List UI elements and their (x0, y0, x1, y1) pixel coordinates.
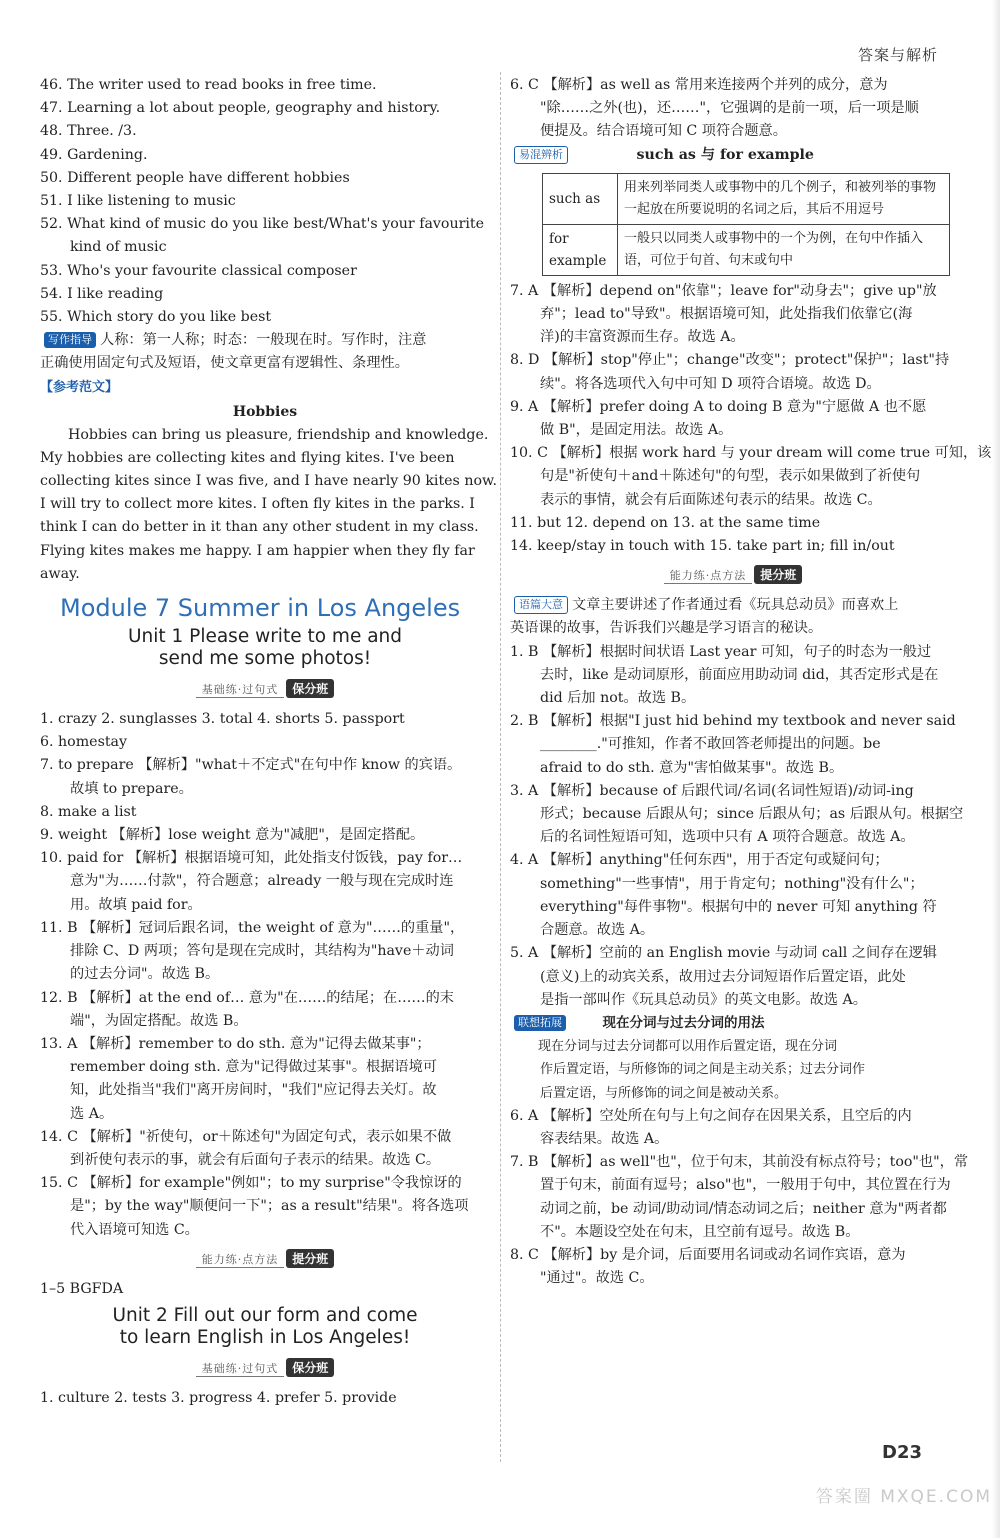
answer-line: 1. culture 2. tests 3. progress 4. prefer 5. provide (40, 1389, 397, 1406)
table-row (543, 224, 950, 275)
answer-line: everything"每件事物"。根据句中的 never 可知 anything 符 (540, 898, 937, 915)
section-banner (40, 678, 490, 698)
answer-line: 知，此处指当"我们"离开房间时，"我们"应记得去关灯。故 (70, 1082, 437, 1099)
column-divider (500, 72, 501, 1462)
sample-essay-label: 【参考范文】 (40, 379, 119, 395)
page-edge-shadow (992, 0, 1000, 1538)
essay-line: Hobbies can bring us pleasure, friendship and knowledge. (68, 426, 489, 443)
answer-line: 动词之前，be 动词/助动词/情态动词之后；neither 意为"两者都 (540, 1200, 947, 1217)
answer-line: something"一些事情"，用于肯定句；nothing"没有什么"； (540, 875, 924, 892)
module-title: Module 7 Summer in Los Angeles (60, 594, 461, 623)
answer-line: 排除 C、D 两项；答句是现在完成时，其结构为"have＋动词 (70, 943, 454, 960)
unit-title-line: to learn English in Los Angeles! (119, 1326, 411, 1348)
answer-line: 11. B 【解析】冠词后跟名词，the weight of 意为"……的重量"， (40, 919, 465, 936)
answer-line: "通过"。故选 C。 (540, 1270, 654, 1287)
answer-line: 54. I like reading (40, 285, 164, 302)
table-value: 一般只以同类人或事物中的一个为例，在句中作插入语，可位于句首、句末或句中 (618, 224, 950, 275)
page-header: 答案与解析 (857, 46, 938, 64)
answer-line: 6. homestay (40, 734, 128, 751)
reading-answers (510, 641, 964, 1012)
answer-line: 做 B"，是固定用法。故选 A。 (540, 422, 733, 439)
answer-line: 代入语境可知选 C。 (70, 1221, 199, 1238)
essay-line: I will try to collect more kites. I often fly kites in the parks. I (40, 496, 475, 513)
banner-label: 能力练·点方法 (664, 567, 753, 584)
answer-line: 6. A 【解析】空处所在句与上句之间存在因果关系，且空后的内 (510, 1107, 912, 1124)
answer-line: 便提及。结合语境可知 C 项符合题意。 (540, 123, 787, 140)
answer-line: 不"。本题设空处在句末，且空前有逗号。故选 B。 (540, 1223, 860, 1240)
essay-line: Flying kites makes me happy. I am happier when they fly far (40, 542, 475, 559)
unit-title-line: Unit 1 Please write to me and (127, 626, 403, 648)
extension-title: 现在分词与过去分词的用法 (602, 1014, 765, 1031)
essay-line: collecting kites since I was five, and I have nearly 90 kites now. (40, 473, 497, 490)
answer-line: 去时，like 是动词原形，前面应用助动词 did，其否定形式是在 (540, 666, 939, 683)
extension-text: 作后置定语，与所修饰的词之间是主动关系；过去分词作 (540, 1062, 866, 1078)
answer-line: 7. to prepare 【解析】"what＋不定式"在句中作 know 的宾语。 (40, 757, 462, 774)
answer-line: did 后加 not。故选 B。 (540, 690, 696, 707)
confuse-tag: 易混辨析 (514, 146, 568, 164)
unit-title-line: send me some photos! (158, 648, 372, 670)
answer-line: 表示的事情，就会有后面陈述句表示的结果。故选 C。 (540, 491, 882, 508)
answer-line: 7. B 【解析】as well"也"，位于句末，其前没有标点符号；too"也"，常 (510, 1154, 969, 1171)
gist-text: 文章主要讲述了作者通过看《玩具总动员》而喜欢上 (572, 597, 899, 614)
answer-line: 1. crazy 2. sunglasses 3. total 4. shorts 5. passport (40, 711, 405, 728)
answer-line: 端"，为固定搭配。故选 B。 (70, 1012, 248, 1029)
answer-line: (意义)上的动宾关系，故用过去分词短语作后置定语，此处 (540, 968, 906, 985)
essay-line: My hobbies are collecting kites and flying kites. I've been (40, 449, 455, 466)
answer-line: 50. Different people have different hobbies (40, 169, 350, 186)
answer-line: 的过去分词"。故选 B。 (70, 966, 220, 983)
answer-line: 10. C 【解析】根据 work hard 与 your dream will come true 可知，该 (510, 445, 992, 462)
unit-1-answers (40, 708, 490, 1242)
answer-line: 11. but 12. depend on 13. at the same time (510, 514, 821, 531)
answer-line: 2. B 【解析】根据"I just hid behind my textbook and never said (510, 713, 956, 730)
answer-line: 14. keep/stay in touch with 15. take part in; fill in/out (510, 538, 895, 555)
answer-line: 53. Who's your favourite classical composer (40, 262, 357, 279)
table-value: 用来列举同类人或事物中的几个例子，和被列举的事物一起放在所要说明的名词之后，其后不用逗号 (618, 173, 950, 224)
banner-badge: 保分班 (286, 1358, 334, 1377)
answer-line: 13. A 【解析】remember to do sth. 意为"记得去做某事"； (40, 1035, 431, 1052)
answer-line: "除……之外(也)，还……"，它强调的是前一项，后一项是顺 (540, 100, 919, 117)
answer-line: 9. A 【解析】prefer doing A to doing B 意为"宁愿做 A 也不愿 (510, 398, 927, 415)
banner-badge: 提分班 (754, 565, 802, 584)
answer-line: 12. B 【解析】at the end of… 意为"在……的结尾；在……的末 (40, 989, 454, 1006)
banner-label: 基础练·过句式 (196, 681, 285, 698)
answer-line: 48. Three. /3. (40, 123, 137, 140)
table-key: such as (543, 173, 618, 224)
answer-line: kind of music (70, 239, 167, 256)
answer-line: afraid to do sth. 意为"害怕做某事"。故选 B。 (540, 759, 844, 776)
section-banner (510, 564, 956, 584)
unit-2-title (40, 1305, 490, 1349)
answer-line: 选 A。 (70, 1105, 114, 1122)
answers-6-8 (510, 1105, 969, 1291)
comparison-table (542, 173, 950, 276)
answer-line: 到祈使句表示的事，就会有后面句子表示的结果。故选 C。 (70, 1151, 441, 1168)
answers-46-55 (40, 74, 490, 329)
answer-line: 51. I like listening to music (40, 193, 236, 210)
essay-line: think I can do better in it than any other student in my class. (40, 519, 479, 536)
answer-line: 14. C 【解析】"祈使句，or＋陈述句"为固定句式，表示如果不做 (40, 1128, 452, 1145)
writing-guide-text: 人称：第一人称；时态：一般现在时。写作时，注意 (100, 332, 427, 349)
answer-line: 形式；because 后跟从句；since 后跟从句；as 后跟从句。根据空 (540, 806, 964, 823)
essay-title: Hobbies (232, 403, 298, 420)
answer-line: 意为"为……付款"，符合题意；already 一般与现在完成时连 (70, 873, 454, 890)
answers-7-15 (510, 280, 992, 558)
answer-line: 句是"祈使句＋and＋陈述句"的句型，表示如果做到了祈使句 (540, 468, 921, 485)
banner-badge: 保分班 (286, 679, 334, 698)
extension-text: 后置定语，与所修饰的词之间是被动关系。 (540, 1085, 788, 1101)
answer-line: 后的名词性短语可知，选项中只有 A 项符合题意。故选 A。 (540, 829, 915, 846)
answer-line: 49. Gardening. (40, 146, 148, 163)
banner-label: 能力练·点方法 (196, 1251, 285, 1268)
section-banner (40, 1248, 490, 1268)
answer-line: 是"；by the way"顺便问一下"；as a result"结果"。将各选项 (70, 1198, 469, 1215)
answer-line: 1. B 【解析】根据时间状语 Last year 可知，句子的时态为一般过 (510, 643, 932, 660)
answer-line: 10. paid for 【解析】根据语境可知，此处指支付饭钱，pay for… (40, 850, 463, 867)
page-number: D23 (882, 1442, 922, 1463)
answer-line: 用。故填 paid for。 (70, 896, 202, 913)
writing-guide (40, 329, 490, 352)
answer-line: 1–5 BGFDA (40, 1280, 124, 1297)
answer-line: 8. C 【解析】by 是介词，后面要用名词或动名词作宾语，意为 (510, 1246, 906, 1263)
extension-text: 现在分词与过去分词都可以用作后置定语，现在分词 (538, 1039, 838, 1055)
answer-line: 52. What kind of music do you like best/What's your favourite (40, 216, 485, 233)
extension-tag: 联想拓展 (514, 1015, 566, 1031)
answer-line: ________."可推知，作者不敢回答老师提出的问题。be (540, 736, 881, 753)
table-key: for example (543, 224, 618, 275)
answer-line: 7. A 【解析】depend on"依靠"；leave for"动身去"；give up"放 (510, 282, 937, 299)
answer-line: 置于句末，前面有逗号；also"也"，一般用于句中，其位置在行为 (540, 1177, 951, 1194)
passage-gist (510, 594, 956, 617)
unit-1-title (40, 626, 490, 670)
essay-line: away. (40, 565, 80, 582)
table-row (543, 173, 950, 224)
section-banner (40, 1357, 490, 1377)
writing-guide-text: 正确使用固定句式及短语，使文章更富有逻辑性、条理性。 (40, 355, 409, 372)
extension-heading (510, 1012, 956, 1035)
answer-line: 8. make a list (40, 803, 137, 820)
watermark: 答案圈 MXQE.COM (815, 1487, 992, 1507)
unit-title-line: Unit 2 Fill out our form and come (112, 1304, 418, 1326)
banner-badge: 提分班 (286, 1249, 334, 1268)
answer-line: 5. A 【解析】空前的 an English movie 与动词 call 之间存在逻辑 (510, 945, 937, 962)
answer-line: 洋)的丰富资源而生存。故选 A。 (540, 329, 745, 346)
answer-line: 容表结果。故选 A。 (540, 1130, 669, 1147)
comparison-title: such as 与 for example (636, 146, 814, 163)
answer-line: 弃"；lead to"导致"。根据语境可知，此处指我们依靠它(海 (540, 306, 913, 323)
left-column (40, 74, 497, 1410)
confuse-heading (510, 144, 956, 167)
answer-line: 9. weight 【解析】lose weight 意为"减肥"，是固定搭配。 (40, 827, 425, 844)
answer-line: 合题意。故选 A。 (540, 922, 655, 939)
answer-line: 3. A 【解析】because of 后跟代词/名词(名词性短语)/动词-ing (510, 782, 914, 799)
answer-line: 55. Which story do you like best (40, 309, 272, 326)
gist-text: 英语课的故事，告诉我们兴趣是学习语言的秘诀。 (510, 620, 823, 637)
answer-line: 续"。将各选项代入句中可知 D 项符合语境。故选 D。 (540, 375, 881, 392)
answer-line: remember doing sth. 意为"记得做过某事"。根据语境可 (70, 1059, 437, 1076)
gist-tag: 语篇大意 (514, 596, 568, 614)
answer-line: 47. Learning a lot about people, geography and history. (40, 100, 441, 117)
answer-line: 故填 to prepare。 (70, 780, 193, 797)
banner-label: 基础练·过句式 (196, 1360, 285, 1377)
answer-line: 46. The writer used to read books in free time. (40, 77, 377, 93)
right-column (510, 74, 992, 1290)
answer-line: 4. A 【解析】anything"任何东西"，用于否定句或疑问句； (510, 852, 889, 869)
answer-line: 是指一部叫作《玩具总动员》的英文电影。故选 A。 (540, 991, 867, 1008)
answer-line: 6. C 【解析】as well as 常用来连接两个并列的成分，意为 (510, 77, 888, 93)
writing-guide-tag: 写作指导 (44, 332, 96, 348)
answer-line: 15. C 【解析】for example"例如"；to my surprise"令我惊讶的 (40, 1175, 462, 1192)
answer-line: 8. D 【解析】stop"停止"；change"改变"；protect"保护"；last"持 (510, 352, 950, 369)
